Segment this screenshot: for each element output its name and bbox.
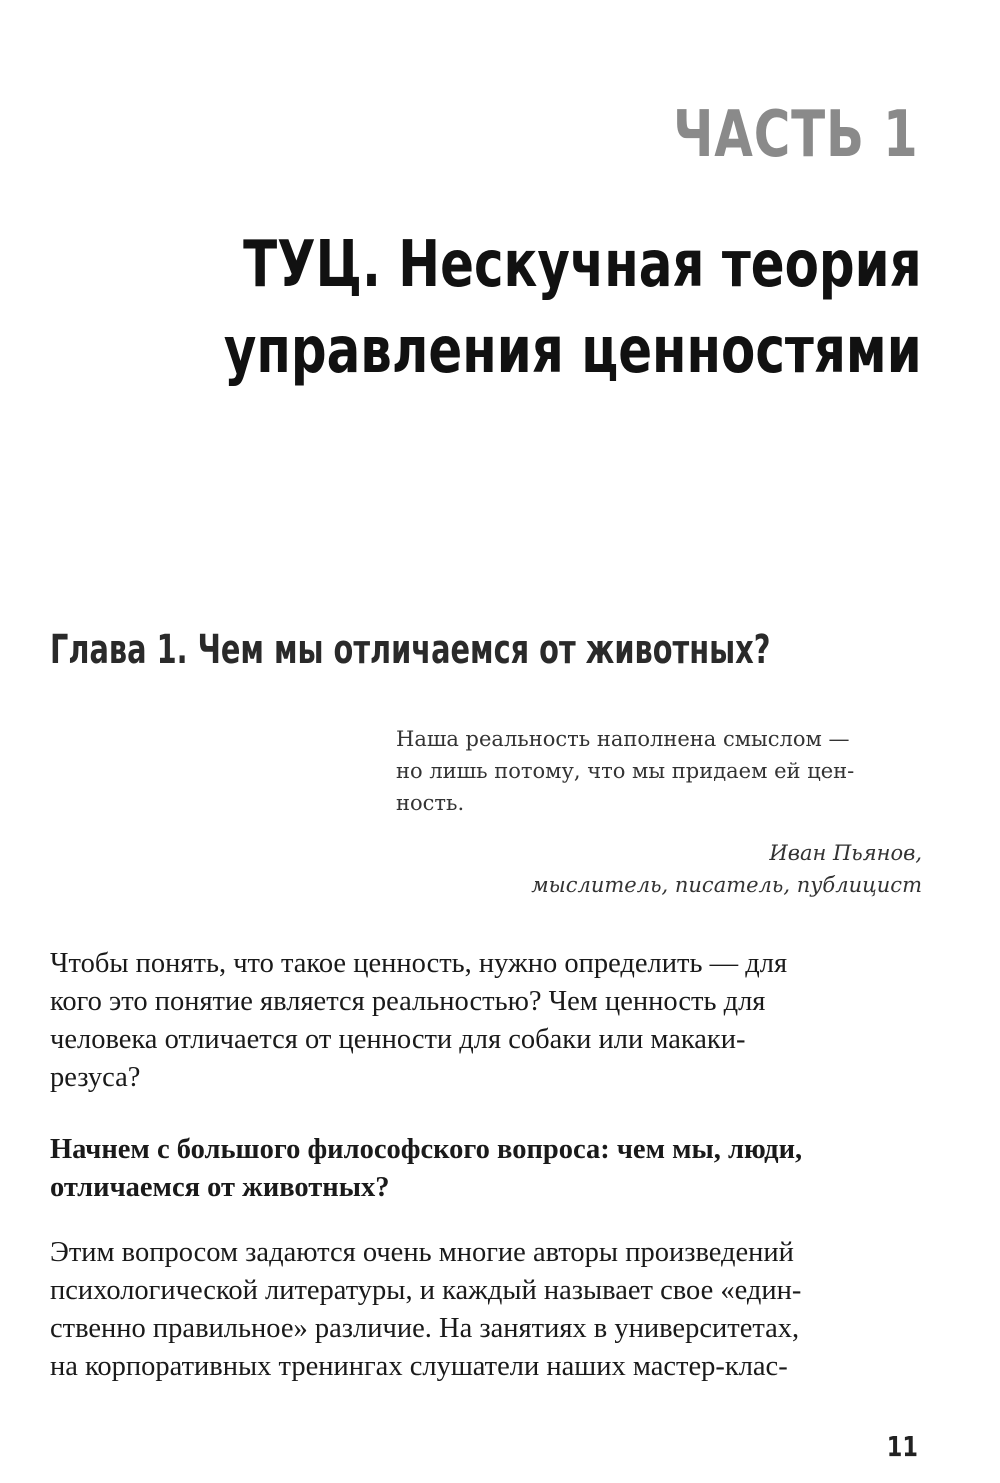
paragraph-line: психологической литературы, и каждый называет свое «един- <box>50 1275 802 1306</box>
paragraph-line: Чтобы понять, что такое ценность, нужно определить — для <box>50 948 788 979</box>
paragraph-1 <box>50 945 920 1097</box>
paragraph-line: на корпоративных тренингах слушатели наших мастер-клас- <box>50 1351 788 1382</box>
epigraph <box>396 723 926 819</box>
part-title <box>224 222 922 394</box>
epigraph-author-name: Иван Пьянов, <box>769 841 922 865</box>
paragraph-line: отличаемся от животных? <box>50 1172 390 1203</box>
epigraph-text <box>396 723 926 819</box>
paragraph-line: Начнем с большого философского вопроса: чем мы, люди, <box>50 1134 803 1165</box>
paragraph-line: человека отличается от ценности для собаки или макаки- <box>50 1024 746 1055</box>
epigraph-author <box>531 837 922 901</box>
paragraph-2-bold <box>50 1131 920 1207</box>
paragraph-line: резуса? <box>50 1062 141 1093</box>
part-title-line: ТУЦ. Нескучная теория <box>243 228 922 302</box>
epigraph-line: Наша реальность наполнена смыслом — <box>396 727 850 751</box>
chapter-title: Глава 1. Чем мы отличаемся от животных? <box>50 627 771 673</box>
paragraph-line: ственно правильное» различие. На занятиях в университетах, <box>50 1313 800 1344</box>
epigraph-line: но лишь потому, что мы придаем ей цен- <box>396 759 855 783</box>
paragraph-line: Этим вопросом задаются очень многие авторы произведений <box>50 1237 794 1268</box>
paragraph-3 <box>50 1234 920 1386</box>
part-title-line: управления ценностями <box>224 314 922 388</box>
page-number: 11 <box>886 1430 918 1463</box>
epigraph-author-description: мыслитель, писатель, публицист <box>531 873 922 897</box>
paragraph-line: кого это понятие является реальностью? Чем ценность для <box>50 986 766 1017</box>
epigraph-line: ность. <box>396 791 465 815</box>
part-label: ЧАСТЬ 1 <box>672 98 918 172</box>
